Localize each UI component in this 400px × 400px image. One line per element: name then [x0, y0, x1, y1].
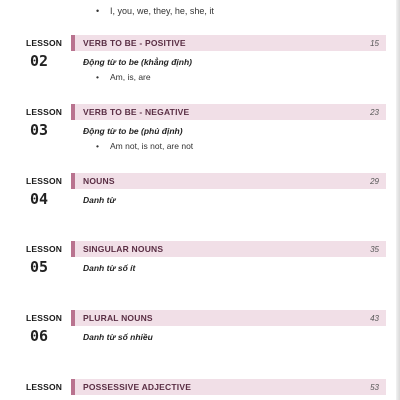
lesson-title: VERB TO BE - NEGATIVE — [83, 107, 190, 117]
lesson-title: POSSESSIVE ADJECTIVE — [83, 382, 192, 392]
lesson-label: LESSON — [26, 313, 63, 323]
bullet-dot: • — [96, 72, 99, 82]
lesson-number: 06 — [30, 327, 49, 345]
lesson-label: LESSON — [26, 107, 63, 117]
lesson-number: 04 — [30, 190, 49, 208]
lesson-title-bar[interactable] — [71, 241, 386, 257]
lesson-bullet-text: Am, is, are — [110, 72, 151, 82]
lesson-number: 02 — [30, 52, 49, 70]
lesson-label: LESSON — [26, 38, 63, 48]
lesson-bullet-item — [96, 72, 151, 82]
lesson-subtitle: Danh từ số ít — [83, 263, 136, 273]
lesson-page-number: 53 — [370, 382, 379, 392]
lesson-number: 03 — [30, 121, 49, 139]
lesson-page-number: 23 — [370, 107, 379, 117]
lesson-subtitle: Động từ to be (phủ định) — [83, 126, 183, 136]
lesson-subtitle: Danh từ — [83, 195, 116, 205]
lesson-bullet-item — [96, 141, 193, 151]
bullet-dot: • — [96, 141, 99, 151]
lesson-subtitle: Danh từ số nhiều — [83, 332, 153, 342]
intro-bullet-item — [96, 6, 214, 16]
lesson-title: VERB TO BE - POSITIVE — [83, 38, 186, 48]
lesson-subtitle: Động từ to be (khẳng định) — [83, 57, 192, 67]
lesson-page-number: 29 — [370, 176, 379, 186]
lesson-page-number: 43 — [370, 313, 379, 323]
lesson-title: NOUNS — [83, 176, 115, 186]
lesson-title-bar[interactable] — [71, 35, 386, 51]
lesson-label: LESSON — [26, 244, 63, 254]
lesson-title-bar[interactable] — [71, 310, 386, 326]
lesson-page-number: 35 — [370, 244, 379, 254]
lesson-label: LESSON — [26, 382, 63, 392]
lesson-label: LESSON — [26, 176, 63, 186]
intro-bullet-text: I, you, we, they, he, she, it — [110, 6, 214, 16]
lesson-page-number: 15 — [370, 38, 379, 48]
bullet-dot: • — [96, 6, 100, 16]
lesson-title-bar[interactable] — [71, 104, 386, 120]
lesson-bullet-text: Am not, is not, are not — [110, 141, 194, 151]
page-edge — [396, 0, 400, 400]
lesson-number: 05 — [30, 258, 49, 276]
lesson-title: PLURAL NOUNS — [83, 313, 153, 323]
lesson-title-bar[interactable] — [71, 173, 386, 189]
lesson-title: SINGULAR NOUNS — [83, 244, 164, 254]
lesson-title-bar[interactable] — [71, 379, 386, 395]
